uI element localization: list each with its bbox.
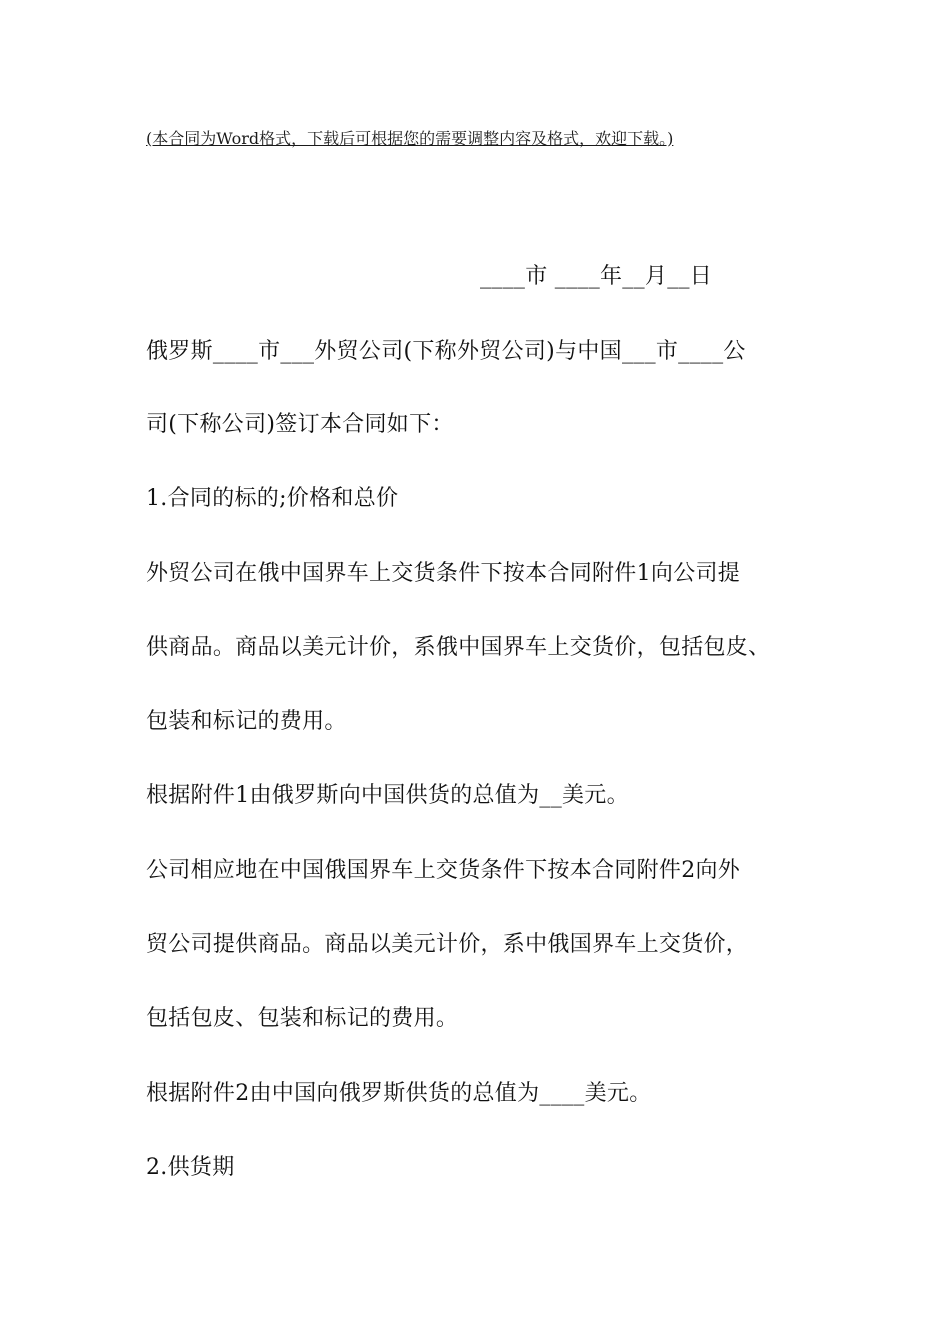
paragraph-line: 根据附件2由中国向俄罗斯供货的总值为____美元。 <box>146 1081 652 1106</box>
format-note: (本合同为Word格式，下载后可根据您的需要调整内容及格式，欢迎下载。) <box>146 129 674 148</box>
paragraph-line: 贸公司提供商品。商品以美元计价，系中俄国界车上交货价， <box>146 932 749 957</box>
paragraph-line: 外贸公司在俄中国界车上交货条件下按本合同附件1向公司提 <box>146 561 741 586</box>
section-heading-2: 2.供货期 <box>146 1155 235 1180</box>
paragraph-line: 公司相应地在中国俄国界车上交货条件下按本合同附件2向外 <box>146 858 741 883</box>
paragraph-line: 根据附件1由俄罗斯向中国供货的总值为__美元。 <box>146 783 629 808</box>
date-place-line: ____市 ____年__月__日 <box>480 264 713 289</box>
paragraph-line: 供商品。商品以美元计价，系俄中国界车上交货价，包括包皮、 <box>146 635 771 660</box>
paragraph-line: 包括包皮、包装和标记的费用。 <box>146 1006 459 1031</box>
section-heading-1: 1.合同的标的;价格和总价 <box>146 486 399 511</box>
paragraph-line: 司(下称公司)签订本合同如下： <box>146 412 454 437</box>
paragraph-line: 包装和标记的费用。 <box>146 709 347 734</box>
paragraph-line: 俄罗斯____市___外贸公司(下称外贸公司)与中国___市____公 <box>146 339 746 364</box>
